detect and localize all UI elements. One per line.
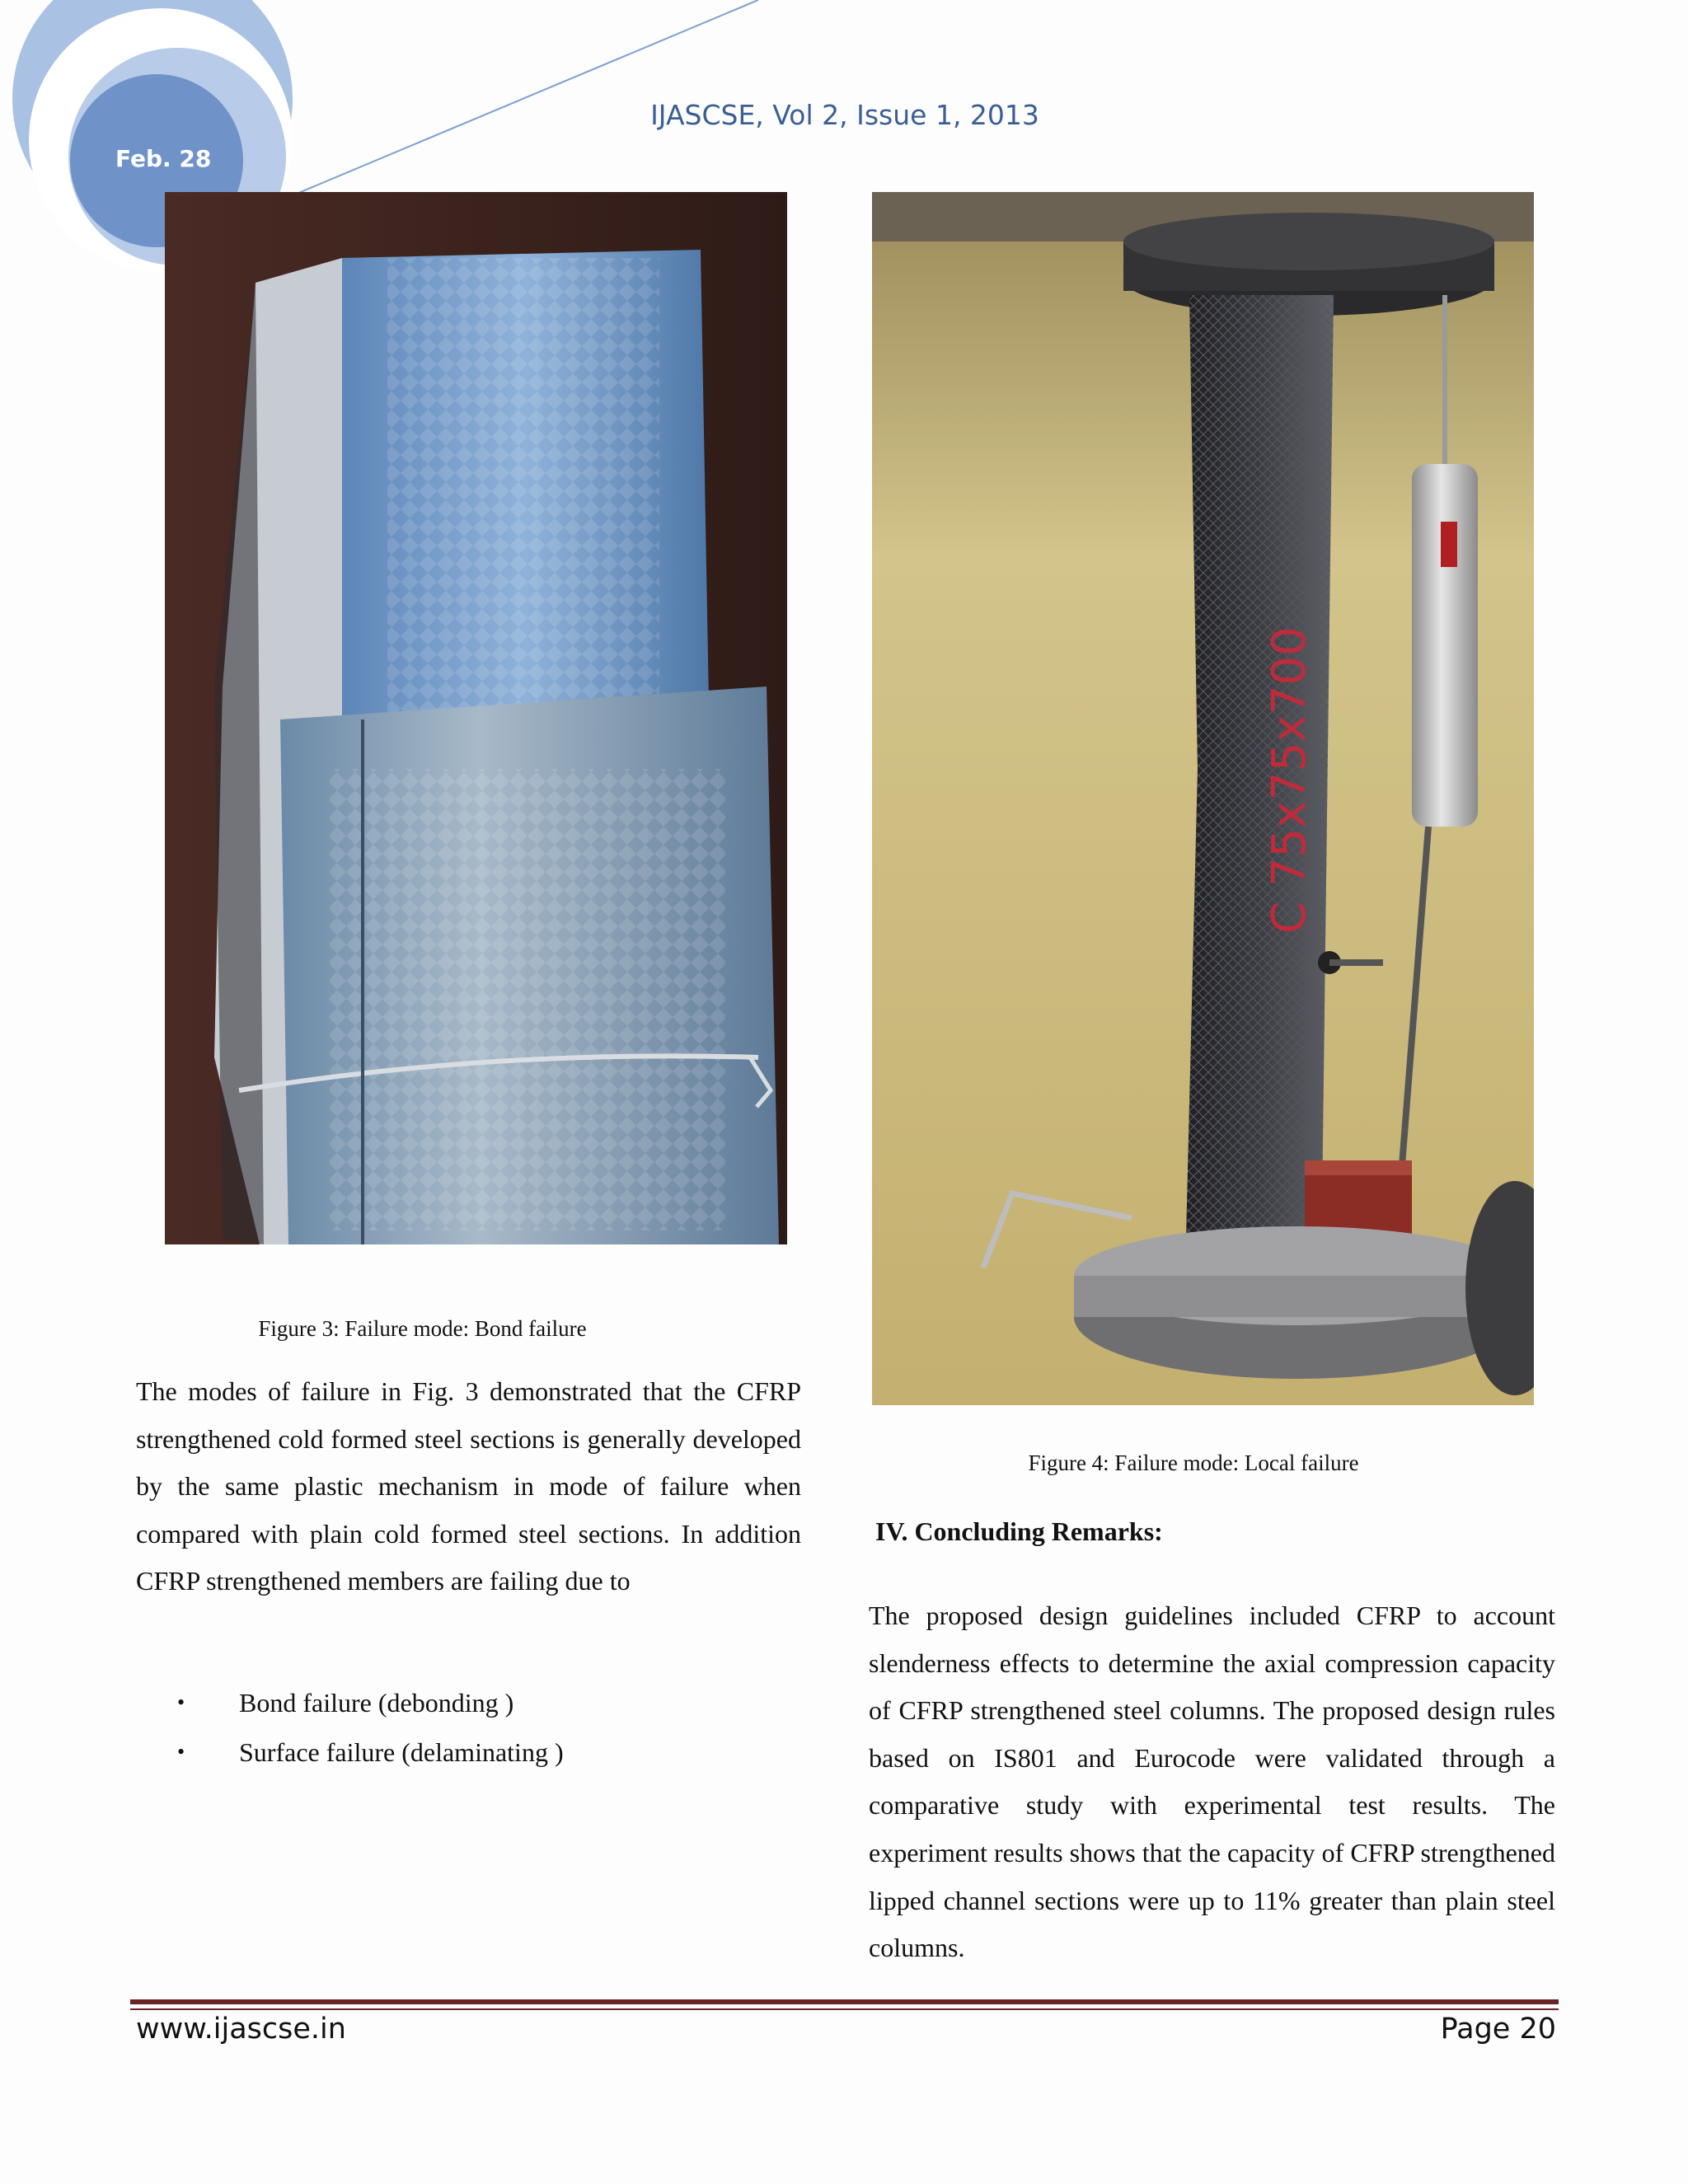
left-paragraph: The modes of failure in Fig. 3 demonstrated that the CFRP strengthened cold formed steel sections is generally developed by the same plastic mechanism in mode of failure when compared with plain cold formed steel sections. In addition CFRP strengthened members are failing due to (136, 1376, 801, 1596)
journal-header: IJASCSE, Vol 2, Issue 1, 2013 (650, 99, 1039, 131)
right-paragraph: The proposed design guidelines included CFRP to account slenderness effects to determine the axial compression capacity of CFRP strengthened steel columns. The proposed design rules based on IS801 and Eurocode were validated through a comparative study with experimental test results. The experiment results shows that the capacity of CFRP strengthened lipped channel sections were up to 11% greater than plain steel columns. (869, 1601, 1555, 1963)
footer-rule-thick (130, 1999, 1559, 2004)
list-item-text: Surface failure (delaminating ) (239, 1737, 564, 1767)
figure-4-photo (872, 192, 1534, 1405)
list-item (136, 1678, 801, 1727)
list-item (136, 1727, 801, 1777)
footer-website: www.ijascse.in (136, 2013, 346, 2046)
bullet-icon: • (177, 1690, 185, 1714)
list-item-text: Bond failure (debonding ) (239, 1688, 514, 1718)
bullet-icon: • (177, 1740, 185, 1764)
figure-3-photo (165, 192, 787, 1244)
date-badge: Feb. 28 (115, 145, 212, 172)
specimen-label: C 75x75x700 (1263, 626, 1316, 934)
figure-4-caption: Figure 4: Failure mode: Local failure (1028, 1451, 1359, 1475)
footer-page-number: Page 20 (1440, 2013, 1556, 2046)
figure-3-caption: Figure 3: Failure mode: Bond failure (258, 1316, 587, 1341)
header-diagonal-line (297, 0, 758, 194)
footer-rule-thin (130, 2008, 1559, 2010)
section-heading: IV. Concluding Remarks: (875, 1516, 1163, 1546)
failure-list (136, 1678, 801, 1777)
